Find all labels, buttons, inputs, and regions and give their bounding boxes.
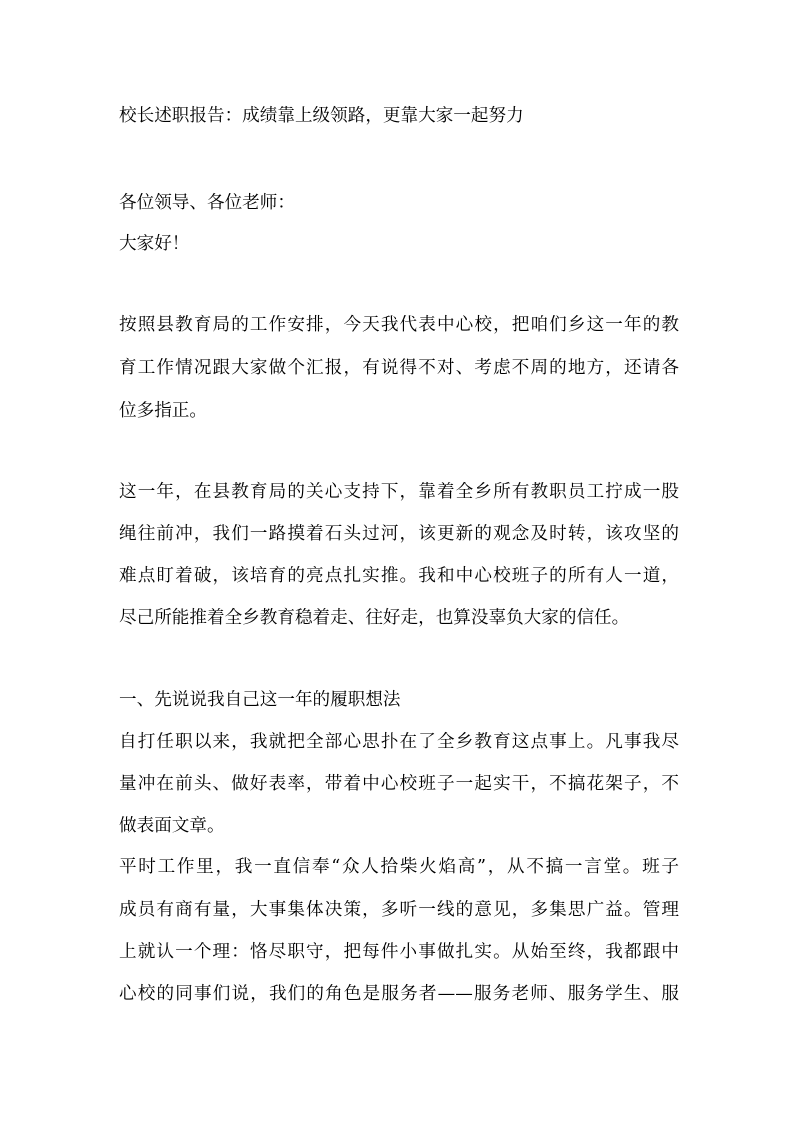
section-1-paragraph-a-line: 做表面文章。 bbox=[119, 816, 225, 836]
paragraph-1-line: 育工作情况跟大家做个汇报，有说得不对、考虑不周的地方，还请各 bbox=[119, 358, 679, 378]
paragraph-2-line: 尽己所能推着全乡教育稳着走、往好走，也算没辜负大家的信任。 bbox=[119, 608, 630, 628]
paragraph-2-line: 难点盯着破，该培育的亮点扎实推。我和中心校班子的所有人一道， bbox=[119, 566, 679, 586]
section-1-paragraph-a-line: 量冲在前头、做好表率，带着中心校班子一起实干，不搞花架子，不 bbox=[119, 774, 679, 794]
greeting-salutation: 各位领导、各位老师： bbox=[119, 193, 295, 213]
paragraph-1-line: 按照县教育局的工作安排，今天我代表中心校，把咱们乡这一年的教 bbox=[119, 315, 679, 335]
section-1-paragraph-b-line: 心校的同事们说，我们的角色是服务者——服务老师、服务学生、服 bbox=[119, 984, 679, 1004]
paragraph-2-line: 这一年，在县教育局的关心支持下，靠着全乡所有教职员工拧成一股 bbox=[119, 482, 679, 502]
section-1-paragraph-b-line: 成员有商有量，大事集体决策，多听一线的意见，多集思广益。管理 bbox=[119, 900, 679, 920]
paragraph-2-line: 绳往前冲，我们一路摸着石头过河，该更新的观念及时转，该攻坚的 bbox=[119, 524, 679, 544]
paragraph-1-line: 位多指正。 bbox=[119, 401, 207, 421]
section-1-paragraph-b-line: 上就认一个理：恪尽职守，把每件小事做扎实。从始至终，我都跟中 bbox=[119, 942, 679, 962]
section-1-paragraph-a-line: 自打任职以来，我就把全部心思扑在了全乡教育这点事上。凡事我尽 bbox=[119, 732, 679, 752]
section-1-paragraph-b-line: 平时工作里，我一直信奉“众人拾柴火焰高”，从不搞一言堂。班子 bbox=[119, 857, 679, 877]
section-1-heading: 一、先说说我自己这一年的履职想法 bbox=[119, 690, 401, 710]
greeting-hello: 大家好！ bbox=[119, 234, 190, 254]
document-title: 校长述职报告：成绩靠上级领路，更靠大家一起努力 bbox=[119, 106, 524, 126]
